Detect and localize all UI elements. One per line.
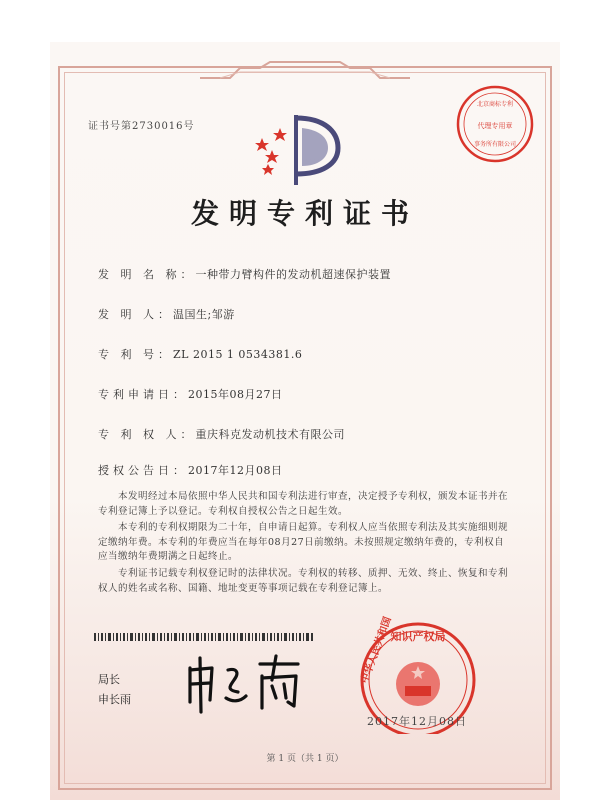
field-value: ZL 2015 1 0534381.6 xyxy=(173,348,303,361)
seal-date: 2017年12月08日 xyxy=(367,715,467,728)
certificate-title: 发明专利证书 xyxy=(190,197,419,230)
barcode xyxy=(94,633,314,641)
page-footer: 第 1 页（共 1 页） xyxy=(266,754,344,764)
field-label: 专利申请日： xyxy=(98,388,188,401)
agency-seal xyxy=(455,84,535,164)
field-grant-date xyxy=(98,462,283,478)
field-value: 一种带力臂构件的发动机超速保护装置 xyxy=(195,268,391,281)
frame-crest-ornament xyxy=(200,60,410,80)
svg-text:代理专用章: 代理专用章 xyxy=(477,122,513,130)
field-patentee xyxy=(98,426,345,442)
field-value: 温国生;邹游 xyxy=(173,308,235,321)
svg-text:事务所有限公司: 事务所有限公司 xyxy=(473,141,517,148)
field-patent-number xyxy=(98,346,302,362)
field-value: 2015年08月27日 xyxy=(188,388,283,401)
certificate-number: 证书号第2730016号 xyxy=(88,121,195,132)
svg-text:北京商标专利: 北京商标专利 xyxy=(476,101,514,108)
director-title: 局长 xyxy=(98,673,120,686)
field-value: 重庆科克发动机技术有限公司 xyxy=(195,428,345,441)
paragraph-grant: 本发明经过本局依照中华人民共和国专利法进行审查，决定授予专利权，颁发本证书并在专利登记簿上予以登记。专利权自授权公告之日起生效。 xyxy=(98,491,509,517)
paragraph-term: 本专利的专利权期限为二十年，自申请日起算。专利权人应当依照专利法及其实施细则规定缴纳年费。本专利的年费应当在每年08月27日前缴纳。未按照规定缴纳年费的，专利权自应当缴纳年费期满之日起终止。 xyxy=(98,522,509,562)
cnipa-logo-icon xyxy=(250,110,360,190)
svg-text:中华人民共和国: 中华人民共和国 xyxy=(359,615,394,686)
field-label: 专 利 号： xyxy=(98,348,173,361)
field-value: 2017年12月08日 xyxy=(188,464,283,477)
field-label: 专 利 权 人： xyxy=(98,428,196,441)
field-label: 发 明 人： xyxy=(98,308,173,321)
field-invention-name xyxy=(98,266,391,282)
field-label: 授权公告日： xyxy=(98,464,188,477)
field-application-date xyxy=(98,386,283,402)
director-signature xyxy=(180,650,310,720)
svg-text:知识产权局: 知识产权局 xyxy=(390,630,446,643)
paragraph-legal-status: 专利证书记载专利权登记时的法律状况。专利权的转移、质押、无效、终止、恢复和专利权人的姓名或名称、国籍、地址变更等事项记载在专利登记簿上。 xyxy=(98,568,509,594)
field-inventors xyxy=(98,306,235,322)
field-label: 发 明 名 称： xyxy=(98,268,196,281)
director-name: 申长雨 xyxy=(98,693,131,706)
